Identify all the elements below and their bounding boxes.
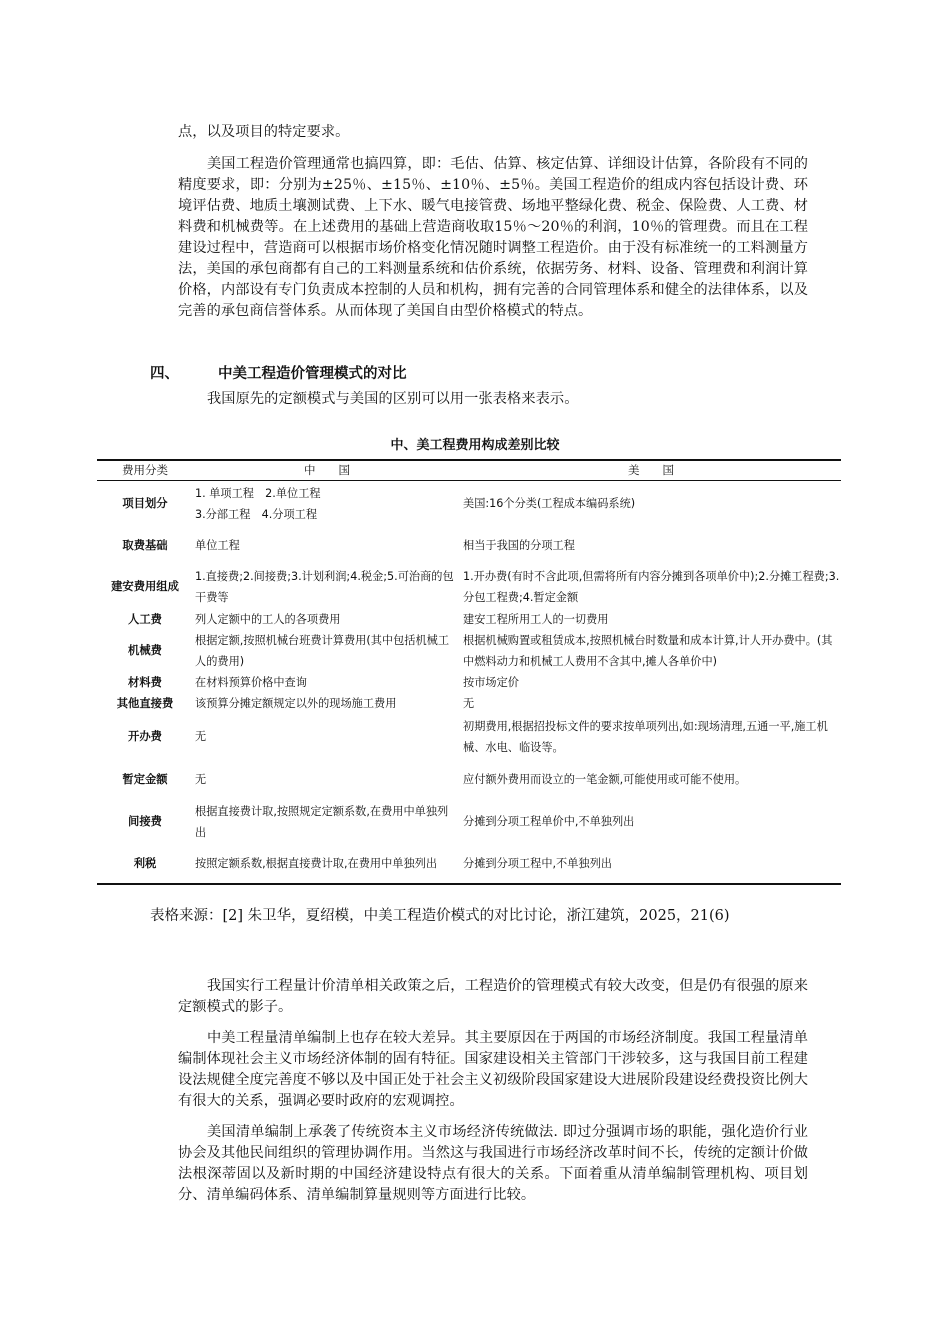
row-usa: 无 — [463, 696, 475, 710]
row-category: 取费基础 — [122, 539, 168, 552]
header-category: 费用分类 — [97, 460, 193, 481]
table-row — [97, 630, 841, 672]
row-china: 单位工程 — [195, 539, 240, 552]
row-china: 1.直接费;2.间接费;3.计划利润;4.税金;5.可治商的包干费等 — [195, 569, 454, 604]
row-category: 其他直接费 — [116, 696, 174, 710]
paragraph-us-practice: 美国清单编制上承袭了传统资本主义市场经济传统做法. 即过分强调市场的职能，强化造价行业协会及其他民间组织的管理协调作用。当然这与我国进行市场经济改革时间不长，传统的定额计价做法根深蒂固以及新时期的中国经济建设特点有很大的关系。下面着重从清单编制管理机构、项目划分、清单编码体系、清单编制算量规则等方面进行比较。 — [178, 1124, 808, 1203]
section-intro: 我国原先的定额模式与美国的区别可以用一张表格来表示。 — [207, 391, 579, 407]
row-china — [193, 481, 461, 527]
row-category: 暂定金额 — [122, 773, 168, 786]
table-row — [97, 481, 841, 527]
row-category: 建安费用组成 — [111, 580, 179, 593]
table-row — [97, 565, 841, 609]
table-row — [97, 800, 841, 844]
table-row — [97, 693, 841, 714]
row-category: 利税 — [97, 844, 193, 884]
row-china-line: 3.分部工程 4.分项工程 — [195, 507, 318, 521]
table-source-citation: 表格来源：[2] 朱卫华，夏绍模，中美工程造价模式的对比讨论，浙江建筑，2025，21(6) — [150, 908, 730, 924]
row-usa: 分摊到分项工程单价中,不单独列出 — [463, 815, 635, 828]
row-category: 机械费 — [128, 644, 162, 657]
row-usa: 美国:16个分类(工程成本编码系统) — [463, 497, 636, 511]
row-usa: 相当于我国的分项工程 — [463, 539, 575, 552]
row-usa: 根据机械购置或租赁成本,按照机械台时数量和成本计算,计人开办费中。(其中燃料动力和机械工人费用不含其中,摊人各单价中) — [463, 633, 833, 668]
section-heading — [150, 362, 407, 383]
row-china: 无 — [195, 730, 207, 743]
table-row — [97, 714, 841, 760]
row-category: 人工费 — [128, 612, 162, 626]
row-china: 在材料预算价格中查询 — [195, 675, 307, 689]
row-china: 按照定额系数,根据直接费计取,在费用中单独列出 — [193, 844, 461, 884]
table-row — [97, 609, 841, 630]
row-category: 开办费 — [128, 730, 162, 743]
row-china: 根据直接费计取,按照规定定额系数,在费用中单独列出 — [195, 804, 449, 839]
paragraph-difference: 中美工程量清单编制上也存在较大差异。其主要原因在于两国的市场经济制度。我国工程量清单编制体现社会主义市场经济体制的固有特征。国家建设相关主管部门干涉较多，这与我国目前工程建设法规健全度完善度不够以及中国正处于社会主义初级阶段国家建设大进展阶段建设经费投资比例大有很大的关系，强调必要时政府的宏观调控。 — [178, 1030, 808, 1109]
row-usa: 分摊到分项工程中,不单独列出 — [461, 844, 841, 884]
row-usa: 应付额外费用而设立的一笔金额,可能使用或可能不使用。 — [463, 773, 747, 786]
row-china: 列人定额中的工人的各项费用 — [195, 612, 341, 626]
row-china: 根据定额,按照机械台班费计算费用(其中包括机械工人的费用) — [195, 633, 450, 668]
row-category: 材料费 — [128, 675, 162, 689]
section-number: 四、 — [150, 365, 179, 382]
table-row — [97, 760, 841, 800]
paragraph-continuation: 点，以及项目的特定要求。 — [178, 124, 350, 140]
paragraph-reform: 我国实行工程量计价清单相关政策之后，工程造价的管理模式有较大改变，但是仍有很强的原来定额模式的影子。 — [178, 978, 808, 1015]
section-title: 中美工程造价管理模式的对比 — [218, 365, 407, 382]
row-usa: 建安工程所用工人的一切费用 — [463, 612, 609, 626]
row-china: 无 — [195, 773, 207, 786]
row-china: 该预算分摊定额规定以外的现场施工费用 — [195, 696, 397, 710]
table-header-row — [97, 460, 841, 481]
header-china: 中 国 — [193, 460, 461, 481]
row-usa: 1.开办费(有时不含此项,但需将所有内容分摊到各项单价中);2.分摊工程费;3.分包工程费;4.暂定金额 — [463, 569, 840, 604]
row-usa: 按市场定价 — [463, 675, 519, 689]
comparison-table — [97, 459, 841, 885]
row-category: 项目划分 — [122, 497, 168, 511]
paragraph-us-cost-management: 美国工程造价管理通常也搞四算，即：毛估、估算、核定估算、详细设计估算，各阶段有不同的精度要求，即：分别为±25％、±15％、±10％、±5％。美国工程造价的组成内容包括设计费、环境评估费、地质土壤测试费、上下水、暖气电接管费、场地平整绿化费、税金、保险费、人工费、材料费和机械费等。在上述费用的基础上营造商收取15％～20％的利润，10％的管理费。而且在工程建设过程中，营造商可以根据市场价格变化情况随时调整工程造价。由于没有标准统一的工料测量方法，美国的承包商都有自己的工料测量系统和估价系统，依据劳务、材料、设备、管理费和利润计算价格，内部设有专门负责成本控制的人员和机构，拥有完善的合同管理体系和健全的法律体系，以及完善的承包商信誉体系。从而体现了美国自由型价格模式的特点。 — [178, 156, 808, 319]
table-row — [97, 844, 841, 884]
row-category: 间接费 — [128, 815, 162, 828]
header-usa: 美 国 — [461, 460, 841, 481]
row-usa: 初期费用,根据招投标文件的要求按单项列出,如:现场清理,五通一平,施工机械、水电、临设等。 — [463, 719, 828, 754]
table-title: 中、美工程费用构成差别比较 — [390, 438, 560, 453]
table-row — [97, 672, 841, 693]
table-row — [97, 527, 841, 565]
row-china-line: 1. 单项工程 2.单位工程 — [195, 486, 321, 500]
